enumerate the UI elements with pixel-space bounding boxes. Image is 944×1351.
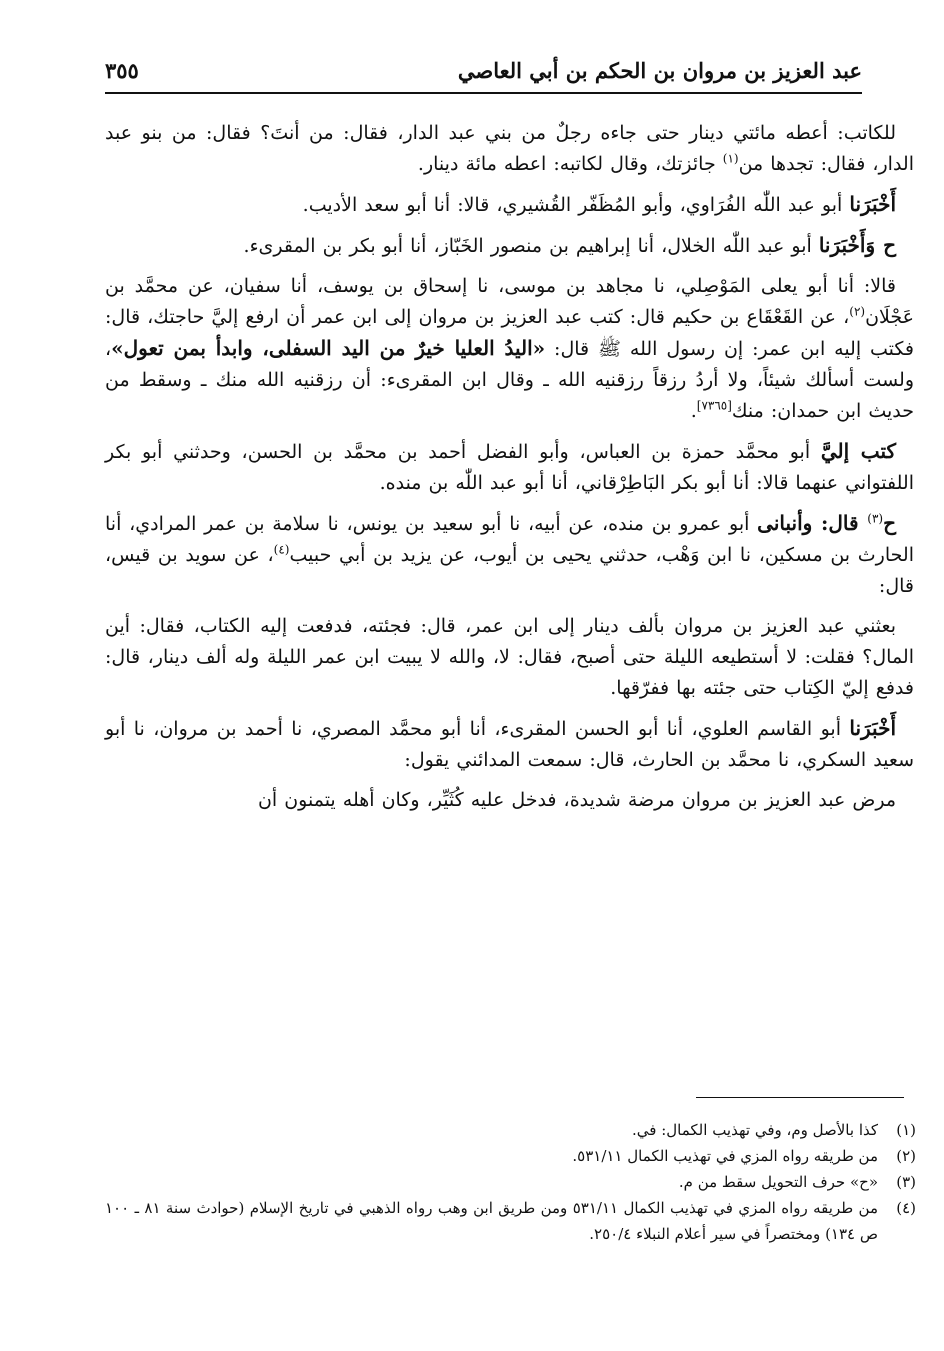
page-number: ٣٥٥	[105, 58, 139, 83]
footnote-text: «ح» حرف التحويل سقط من م.	[678, 1173, 878, 1191]
paragraph-text: مرض عبد العزيز بن مروان مرضة شديدة، فدخل عليه كُثَيِّر، وكان أهله يتمنون أن	[257, 789, 896, 811]
paragraph-text: أبو عمرو بن منده، عن أبيه، نا أبو سعيد بن يونس، نا سلامة بن عمر المرادي، أنا الحارث بن مسكين، نا ابن وَهْب، حدثني يحيى بن أيوب، عن يزيد بن أبي حبيب	[105, 513, 914, 566]
paragraph	[105, 271, 914, 427]
paragraph-text: ، عن القَعْقَاع بن حكيم قال: كتب عبد العزيز بن مروان إلى ابن عمر أن ارفع إليَّ حاجتك، قال: فكتب إليه ابن عمر: إن رسول الله ﷺ قال:	[105, 306, 914, 360]
footnote-text: من طريقه رواه المزي في تهذيب الكمال ٥٣١/١١ ومن طريق ابن وهب رواه الذهبي في تاريخ الإسلام (حوادث سنة ٨١ ـ ١٠٠ ص ١٣٤) ومختصراً في سير أعلام النبلاء ٢٥٠/٤.	[105, 1199, 879, 1243]
footnote-number: (٢)	[896, 1147, 916, 1165]
paragraph	[105, 118, 914, 180]
paragraph-text: أبو عبد اللّٰه الفُرَاوي، وأبو المُظَفّر القُشيري، قالا: أنا أبو سعد الأديب.	[302, 194, 850, 216]
paragraph-text: بعثني عبد العزيز بن مروان بألف دينار إلى ابن عمر، قال: فجئته، فدفعت إليه الكتاب، فقال: أين المال؟ فقلت: لا أستطيعه الليلة حتى أصبح، فقال: لا، والله لا يبيت ابن عمر الليلة وله ألف دينار، قال: فدفع إليّ الكِتاب حتى جئته بها ففرّقها.	[105, 615, 914, 699]
footnote	[105, 1117, 916, 1143]
paragraph	[105, 189, 914, 221]
paragraph-text: أبو محمَّد حمزة بن العباس، وأبو الفضل أحمد بن محمَّد بن الحسن، وحدثني أبو بكر اللفتواني عنهما قالا: أنا أبو بكر البَاطِرْقاني، أنا أبو عبد اللّٰه بن منده.	[105, 441, 914, 494]
paragraph	[105, 508, 914, 602]
footnote-marker: (٤)	[273, 542, 290, 557]
main-text	[105, 118, 914, 825]
running-title: عبد العزيز بن مروان بن الحكم بن أبي العاصي	[457, 58, 862, 83]
keyword-text: ح وَأَخْبَرَنا	[818, 233, 896, 257]
footnote-marker: (٢)	[849, 304, 866, 319]
footnote-number: (٣)	[896, 1173, 916, 1191]
footnote-number: (٤)	[896, 1199, 916, 1217]
paragraph-text: للكاتب: أعطه مائتي دينار حتى جاءه رجلٌ من بني عبد الدار، فقال: من أنتَ؟ فقال: من بنو عبد الدار، فقال: تجدها من	[105, 122, 914, 175]
keyword-text: أَخْبَرَنا	[849, 192, 896, 216]
paragraph-text: ، عن سويد بن قيس، قال:	[105, 544, 914, 597]
keyword-text: «اليدُ العليا خيرٌ من اليد السفلى، وابدأ بمن تعول»	[111, 336, 546, 360]
paragraph-text: .	[690, 400, 697, 422]
paragraph	[105, 785, 914, 816]
paragraph	[105, 436, 914, 499]
footnote	[105, 1169, 916, 1195]
keyword-text: أَخْبَرَنا	[849, 716, 896, 740]
keyword-text: كتب إليَّ	[820, 439, 897, 463]
paragraph-text: قالا: أنا أبو يعلى المَوْصِلي، نا مجاهد بن موسى، نا إسحاق بن يوسف، أنا سفيان، عن محمَّد بن عَجْلَان	[105, 275, 914, 328]
footnote-marker: [٧٣٦٥]	[696, 398, 732, 413]
paragraph	[105, 611, 914, 704]
keyword-text: ح	[883, 511, 896, 535]
page-header	[105, 50, 862, 94]
paragraph	[105, 230, 914, 262]
paragraph-text: أبو عبد اللّٰه الخلال، أنا إبراهيم بن منصور الخَبّاز، أنا أبو بكر بن المقرىء.	[243, 235, 819, 257]
footnote-number: (١)	[896, 1121, 916, 1139]
header-rule	[105, 92, 862, 94]
paragraph	[105, 713, 914, 776]
footnote-text: كذا بالأصل وم، وفي تهذيب الكمال: في.	[632, 1121, 878, 1139]
footnote	[105, 1195, 916, 1247]
footnote	[105, 1143, 916, 1169]
paragraph-text: ، ولست أسألك شيئاً، ولا أردُ رزقاً رزقنيه الله ـ وقال ابن المقرىء: أن رزقنيه الله منك ـ وسقط من حديث ابن حمدان: منك	[105, 338, 914, 422]
footnotes	[105, 1117, 916, 1247]
paragraph-text: جائزتك، وقال لكاتبه: اعطه مائة دينار.	[417, 153, 723, 175]
footnote-text: من طريقه رواه المزي في تهذيب الكمال ٥٣١/١١.	[572, 1147, 878, 1165]
paragraph-text: أبو القاسم العلوي، أنا أبو الحسن المقرىء، أنا أبو محمَّد المصري، نا أحمد بن مروان، نا أبو سعيد السكري، نا محمَّد بن الحارث، قال: سمعت المدائني يقول:	[105, 718, 914, 771]
footnote-separator	[696, 1097, 904, 1098]
footnote-marker: (٣)	[867, 511, 884, 526]
keyword-text: قال: وأنبانى	[757, 511, 868, 535]
footnote-marker: (١)	[722, 151, 739, 166]
